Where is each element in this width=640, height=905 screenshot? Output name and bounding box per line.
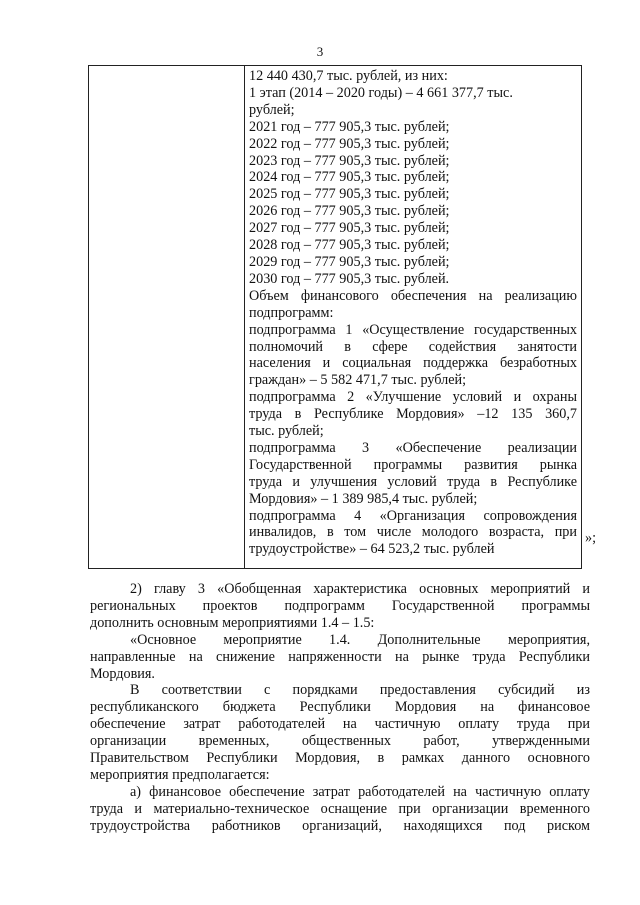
body-line: региональных проектов подпрограмм Государственной программы xyxy=(90,597,590,614)
body-line: обеспечение затрат работодателей на частичную оплату труда при xyxy=(90,716,590,733)
body-line: «Основное мероприятие 1.4. Дополнительные мероприятия, xyxy=(130,631,590,648)
table-line: 2022 год – 777 905,3 тыс. рублей; xyxy=(249,135,450,152)
table-line: рублей; xyxy=(249,101,295,118)
table-line: 2026 год – 777 905,3 тыс. рублей; xyxy=(249,203,450,220)
table-cell-funding xyxy=(249,68,577,558)
table-line: 2023 год – 777 905,3 тыс. рублей; xyxy=(249,152,450,169)
table-line: подпрограмма 4 «Организация сопровождения xyxy=(249,507,577,524)
table-line: 2030 год – 777 905,3 тыс. рублей. xyxy=(249,270,450,287)
table-line: трудоустройстве» – 64 523,2 тыс. рублей xyxy=(249,541,495,558)
table-line: граждан» – 5 582 471,7 тыс. рублей; xyxy=(249,372,467,389)
body-line: Правительством Республики Мордовия, в рамках данного основного xyxy=(90,750,590,767)
table-column-divider xyxy=(244,66,245,568)
body-line: направленные на снижение напряженности на рынке труда Республики xyxy=(90,648,590,665)
table-line: тыс. рублей; xyxy=(249,423,324,440)
body-line: дополнить основным мероприятиями 1.4 – 1.5: xyxy=(90,614,375,631)
table-line: подпрограмма 3 «Обеспечение реализации xyxy=(249,439,577,456)
body-line: 2) главу 3 «Обобщенная характеристика основных мероприятий и xyxy=(130,581,590,597)
body-line: республиканского бюджета Республики Мордовия на финансовое xyxy=(90,699,590,716)
financing-table xyxy=(88,65,582,569)
table-line: 2025 год – 777 905,3 тыс. рублей; xyxy=(249,186,450,203)
table-line: 2024 год – 777 905,3 тыс. рублей; xyxy=(249,169,450,186)
table-line: труда и улучшения условий труда в Республике xyxy=(249,473,577,490)
body-line: а) финансовое обеспечение затрат работодателей на частичную оплату xyxy=(130,783,590,800)
document-body xyxy=(90,581,590,835)
body-line: трудоустройства работников организаций, находящихся под риском xyxy=(90,817,590,834)
table-line: подпрограмма 2 «Улучшение условий и охраны xyxy=(249,389,577,406)
body-line: В соответствии с порядками предоставления субсидий из xyxy=(130,682,590,699)
table-line: Объем финансового обеспечения на реализацию xyxy=(249,287,577,304)
table-line: 2028 год – 777 905,3 тыс. рублей; xyxy=(249,237,450,254)
body-line: мероприятия предполагается: xyxy=(90,766,270,783)
closing-quote: »; xyxy=(585,530,597,546)
table-line: 2027 год – 777 905,3 тыс. рублей; xyxy=(249,220,450,237)
table-line: Мордовия» – 1 389 985,4 тыс. рублей; xyxy=(249,490,478,507)
table-line: 2029 год – 777 905,3 тыс. рублей; xyxy=(249,253,450,270)
table-line: 12 440 430,7 тыс. рублей, из них: xyxy=(249,68,448,84)
table-line: подпрограмма 1 «Осуществление государственных xyxy=(249,321,577,338)
table-line: полномочий в сфере содействия занятости xyxy=(249,338,577,355)
body-line: труда и материально-техническое оснащение при организации временного xyxy=(90,800,590,817)
table-line: труда в Республике Мордовия» –12 135 360,7 xyxy=(249,406,577,423)
table-line: инвалидов, в том числе молодого возраста, при xyxy=(249,524,577,541)
body-line: организации временных, общественных работ, утвержденными xyxy=(90,733,590,750)
table-line: подпрограмм: xyxy=(249,304,334,321)
table-line: населения и социальная поддержка безработных xyxy=(249,355,577,372)
table-line: 1 этап (2014 – 2020 годы) – 4 661 377,7 тыс. xyxy=(249,84,513,101)
table-line: 2021 год – 777 905,3 тыс. рублей; xyxy=(249,118,450,135)
table-line: Государственной программы развития рынка xyxy=(249,456,577,473)
page-number: 3 xyxy=(316,44,324,59)
body-line: Мордовия. xyxy=(90,665,155,682)
